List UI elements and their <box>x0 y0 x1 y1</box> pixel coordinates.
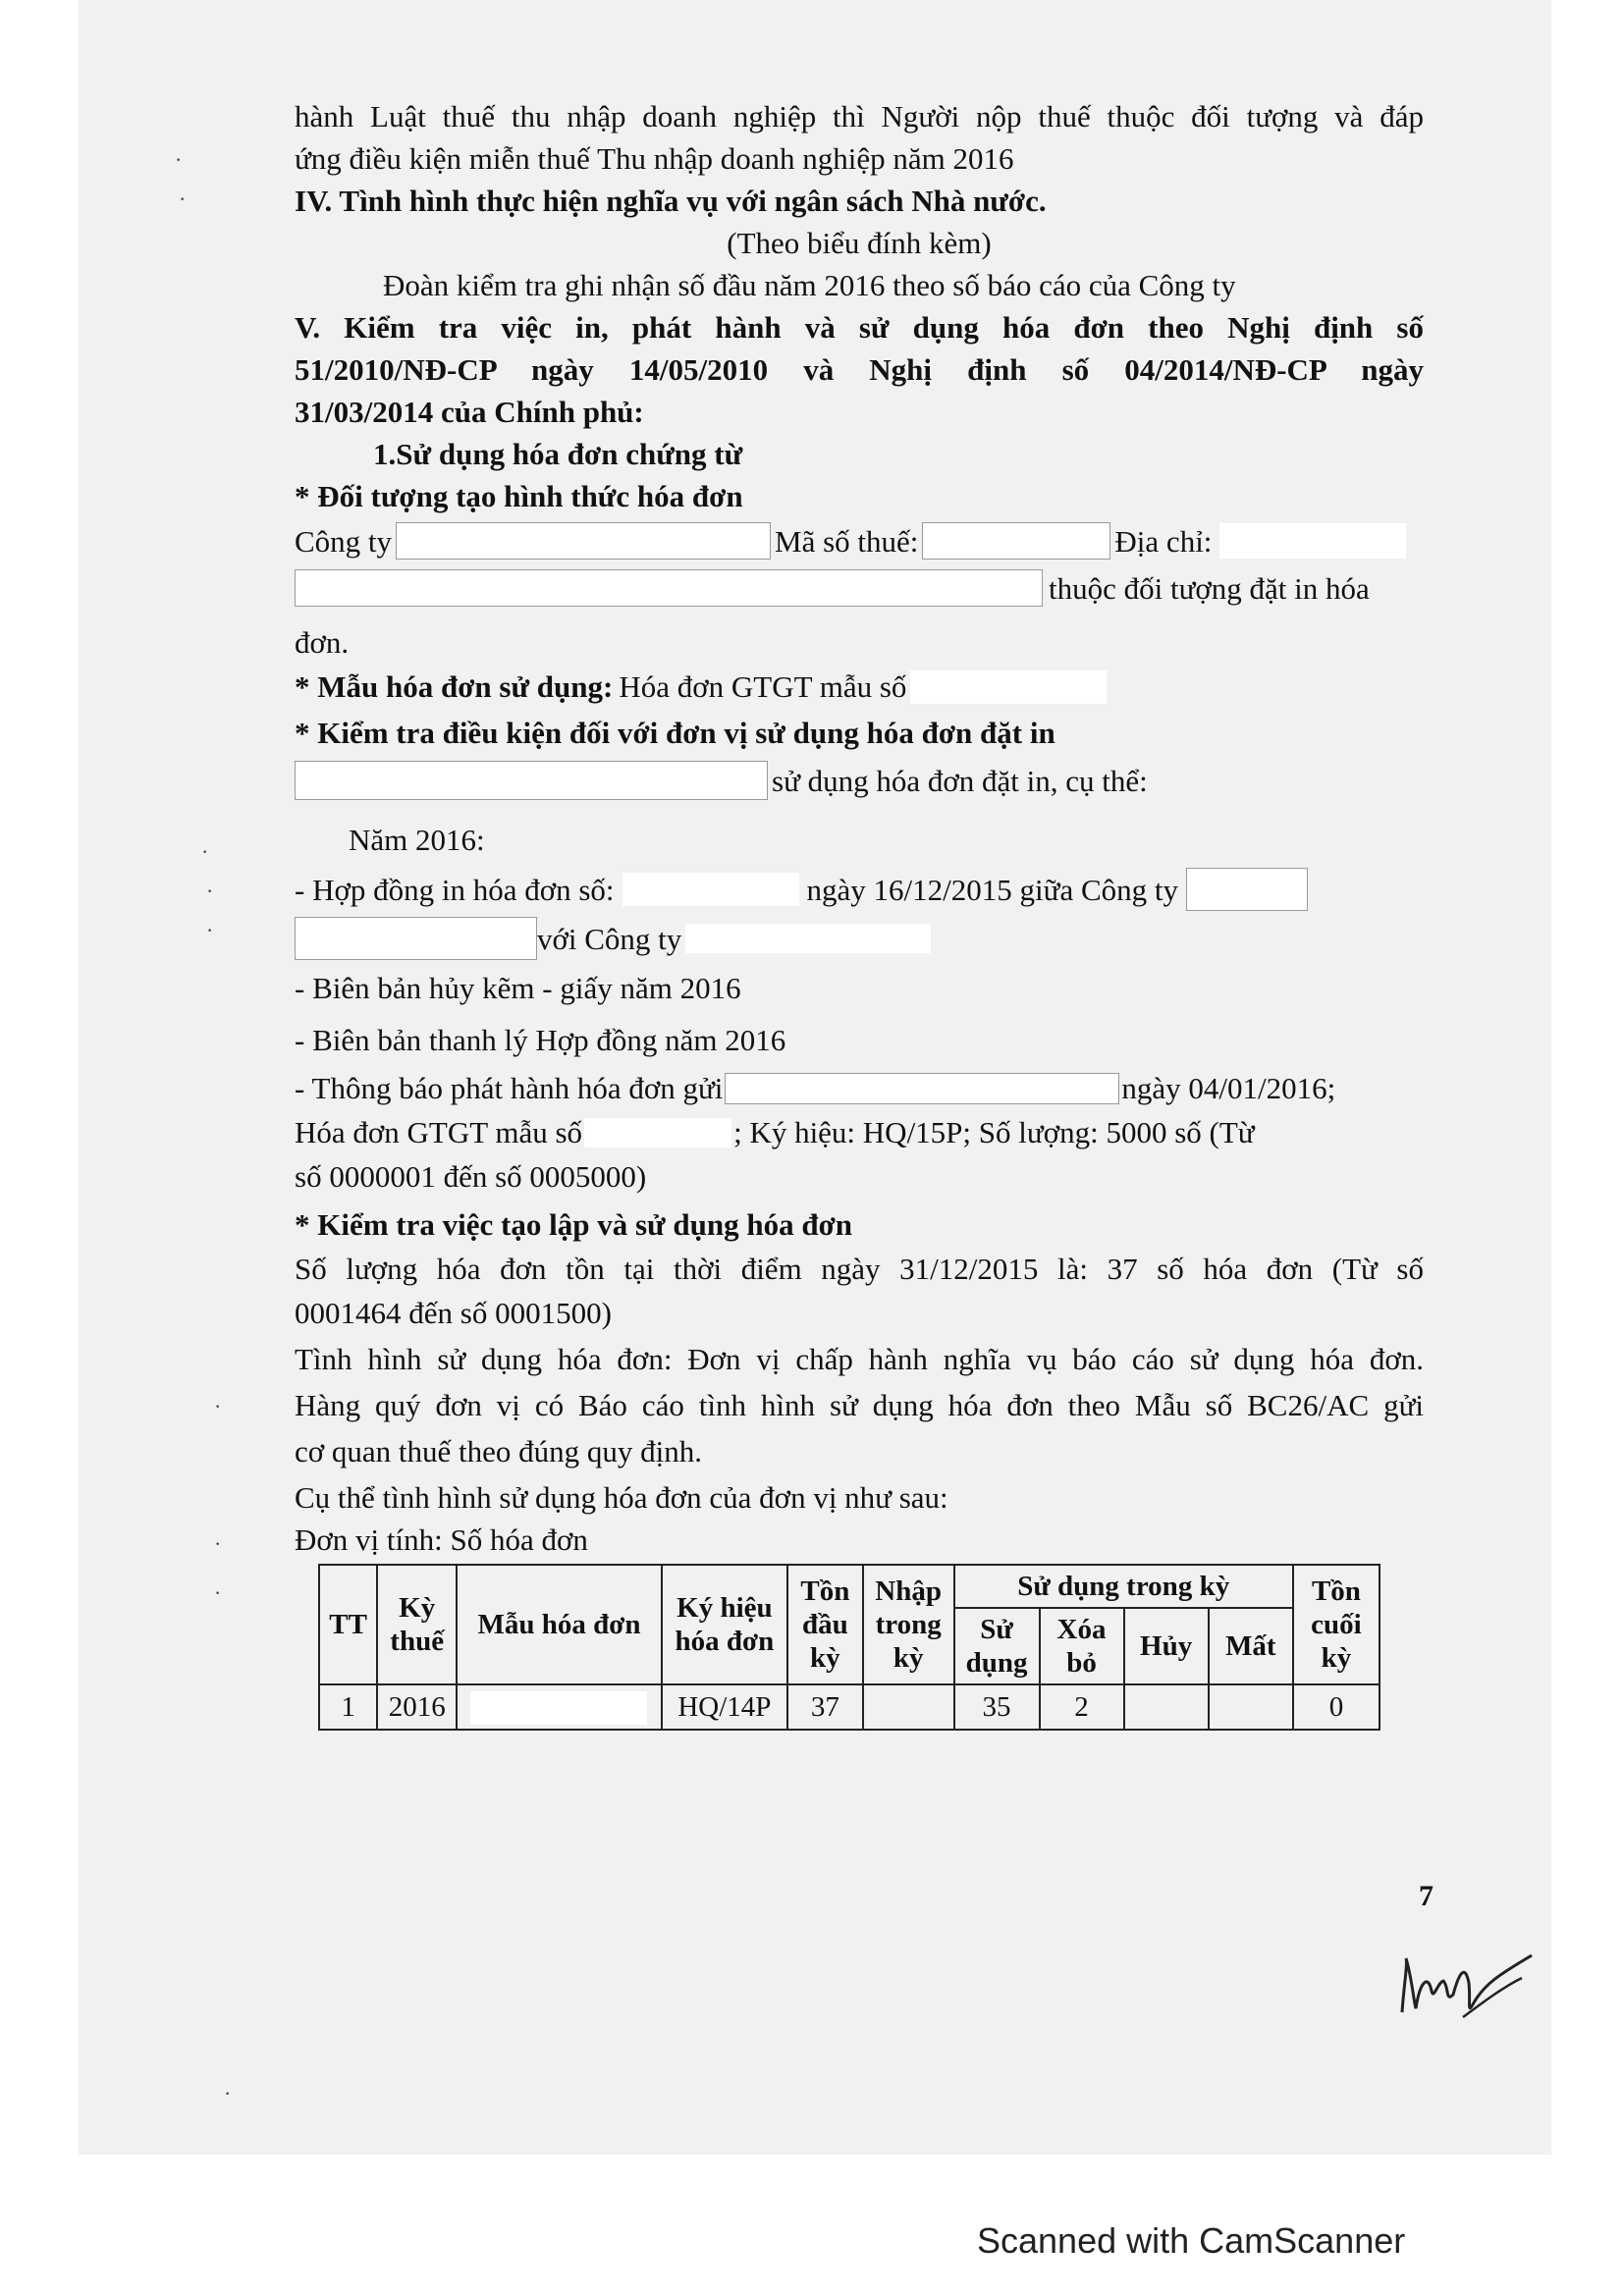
table-cell: 2 <box>1040 1684 1124 1730</box>
table-row <box>319 1684 1380 1730</box>
list-item: - Biên bản thanh lý Hợp đồng năm 2016 <box>295 1023 786 1057</box>
text-span: - Thông báo phát hành hóa đơn gửi <box>295 1071 724 1105</box>
table-header: Xóa bỏ <box>1040 1608 1124 1684</box>
company-line <box>295 522 1424 560</box>
signature-icon <box>1394 1944 1542 2032</box>
paragraph-line: Cụ thể tình hình sử dụng hóa đơn của đơn vị như sau: <box>295 1480 948 1515</box>
subheading: 1.Sử dụng hóa đơn chứng từ <box>373 437 743 471</box>
table-header: Mất <box>1209 1608 1293 1684</box>
section-heading: 31/03/2014 của Chính phủ: <box>295 395 644 429</box>
subheading: * Đối tượng tạo hình thức hóa đơn <box>295 479 743 513</box>
text-span: với Công ty <box>537 921 682 956</box>
redacted-box <box>622 873 799 906</box>
subheading: * Kiểm tra điều kiện đối với đơn vị sử dụng hóa đơn đặt in <box>295 716 1055 750</box>
margin-mark: · <box>201 839 209 864</box>
document-body <box>295 98 1424 1731</box>
text-span: * Mẫu hóa đơn sử dụng: <box>295 669 614 704</box>
table-cell <box>1124 1684 1209 1730</box>
table-cell <box>1209 1684 1293 1730</box>
table-cell <box>863 1684 954 1730</box>
table-cell: 0 <box>1293 1684 1380 1730</box>
redacted-box <box>1186 868 1308 911</box>
table-cell <box>457 1684 662 1730</box>
subheading: * Kiểm tra việc tạo lập và sử dụng hóa đơn <box>295 1207 852 1242</box>
margin-mark: · <box>206 918 214 942</box>
redacted-box <box>910 670 1107 704</box>
notice-line <box>295 1070 1424 1106</box>
table-cell: HQ/14P <box>662 1684 787 1730</box>
table-header: Tồn đầu kỳ <box>787 1565 863 1684</box>
text-span: Hóa đơn GTGT mẫu số <box>295 1115 583 1149</box>
redacted-box <box>470 1691 647 1725</box>
paragraph-line: Hàng quý đơn vị có Báo cáo tình hình sử dụng hóa đơn theo Mẫu số BC26/AC gửi <box>295 1388 1424 1422</box>
paragraph-line: Số lượng hóa đơn tồn tại thời điểm ngày 31/12/2015 là: 37 số hóa đơn (Từ số <box>295 1252 1424 1286</box>
page-number: 7 <box>1419 1880 1434 1912</box>
table-cell: 37 <box>787 1684 863 1730</box>
paragraph-line: ứng điều kiện miễn thuế Thu nhập doanh nghiệp năm 2016 <box>295 141 1014 176</box>
address-line <box>295 569 1424 607</box>
margin-mark: · <box>214 1394 222 1418</box>
section-heading: V. Kiểm tra việc in, phát hành và sử dụng hóa đơn theo Nghị định số <box>295 310 1424 345</box>
section-heading: 51/2010/NĐ-CP ngày 14/05/2010 và Nghị định số 04/2014/NĐ-CP ngày <box>295 352 1424 387</box>
contract-line <box>295 868 1424 911</box>
redacted-box <box>685 924 931 953</box>
table-cell: 2016 <box>377 1684 457 1730</box>
table-header: Tồn cuối kỳ <box>1293 1565 1380 1684</box>
text-span: Địa chỉ: <box>1114 523 1213 559</box>
table-header: Sử dụng trong kỳ <box>954 1565 1293 1608</box>
table-cell: 1 <box>319 1684 377 1730</box>
margin-mark: · <box>224 2081 232 2106</box>
redacted-box <box>295 917 537 960</box>
table-header: Kỳ thuế <box>377 1565 457 1684</box>
text-span: ; Ký hiệu: HQ/15P; Số lượng: 5000 số (Từ <box>733 1115 1255 1149</box>
table-header: Sử dụng <box>954 1608 1040 1684</box>
text-span: Công ty <box>295 523 393 559</box>
table-header: Mẫu hóa đơn <box>457 1565 662 1684</box>
paragraph-line: (Theo biểu đính kèm) <box>727 226 992 260</box>
margin-mark: · <box>179 187 187 211</box>
paragraph-line: hành Luật thuế thu nhập doanh nghiệp thì Người nộp thuế thuộc đối tượng và đáp <box>295 99 1424 133</box>
paragraph-line: Tình hình sử dụng hóa đơn: Đơn vị chấp hành nghĩa vụ báo cáo sử dụng hóa đơn. <box>295 1342 1424 1376</box>
contract-line-2 <box>295 917 1424 960</box>
text-span: Hóa đơn GTGT mẫu số <box>619 669 907 704</box>
margin-mark: · <box>214 1580 222 1605</box>
table-cell: 35 <box>954 1684 1040 1730</box>
text-span: - Hợp đồng in hóa đơn số: <box>295 872 615 907</box>
table-header: Ký hiệu hóa đơn <box>662 1565 787 1684</box>
margin-mark: · <box>206 879 214 903</box>
paragraph-line: Năm 2016: <box>349 823 485 857</box>
condition-line <box>295 761 1424 800</box>
text-span: thuộc đối tượng đặt in hóa <box>1049 570 1370 606</box>
paragraph-line: số 0000001 đến số 0005000) <box>295 1159 647 1194</box>
table-header: Hủy <box>1124 1608 1209 1684</box>
list-item: - Biên bản hủy kẽm - giấy năm 2016 <box>295 971 741 1005</box>
scanner-watermark: Scanned with CamScanner <box>977 2220 1406 2261</box>
paragraph-line: đơn. <box>295 625 350 660</box>
paragraph-line: cơ quan thuế theo đúng quy định. <box>295 1434 703 1468</box>
section-heading: IV. Tình hình thực hiện nghĩa vụ với ngân sách Nhà nước. <box>295 184 1047 218</box>
margin-mark: · <box>175 147 183 172</box>
text-span: ngày 16/12/2015 giữa Công ty <box>806 872 1178 907</box>
text-span: ngày 04/01/2016; <box>1121 1071 1336 1105</box>
text-span: Mã số thuế: <box>775 523 919 559</box>
redacted-box <box>725 1073 1119 1104</box>
redacted-box <box>396 522 771 560</box>
paragraph-line: 0001464 đến số 0001500) <box>295 1296 612 1330</box>
table-header: TT <box>319 1565 377 1684</box>
paragraph-line: Đoàn kiểm tra ghi nhận số đầu năm 2016 theo số báo cáo của Công ty <box>383 268 1236 302</box>
redacted-box <box>295 761 768 800</box>
redacted-box <box>584 1118 731 1148</box>
text-span: sử dụng hóa đơn đặt in, cụ thể: <box>772 763 1148 798</box>
paragraph-line: Đơn vị tính: Số hóa đơn <box>295 1522 588 1557</box>
redacted-box <box>1219 523 1406 559</box>
notice-line-2 <box>295 1114 1424 1150</box>
margin-mark: · <box>214 1531 222 1556</box>
template-line <box>295 668 1424 705</box>
invoice-table <box>318 1564 1380 1731</box>
table-header: Nhập trong kỳ <box>863 1565 954 1684</box>
redacted-box <box>295 569 1043 607</box>
redacted-box <box>922 522 1110 560</box>
